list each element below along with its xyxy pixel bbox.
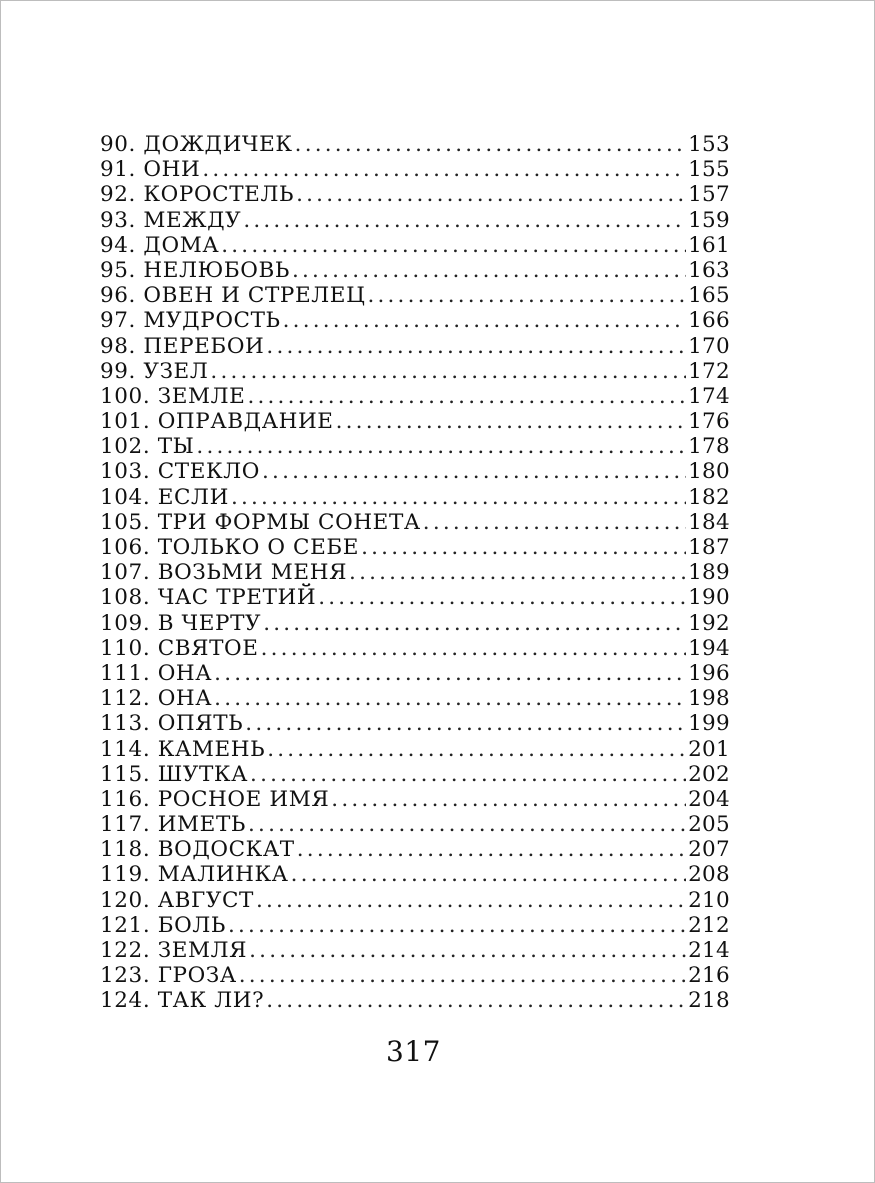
toc-entry-page: 210 — [688, 887, 730, 913]
toc-entry-page: 194 — [688, 635, 730, 661]
toc-entry-title: 115. ШУТКА — [100, 761, 249, 787]
toc-entry-page: 182 — [688, 484, 730, 510]
toc-entry — [100, 535, 730, 560]
toc-entry-title: 120. АВГУСТ — [100, 887, 254, 913]
dot-leader — [248, 812, 686, 837]
toc-entry — [100, 963, 730, 988]
toc-entry — [100, 787, 730, 812]
toc-entry-title: 116. РОСНОЕ ИМЯ — [100, 786, 330, 812]
toc-entry — [100, 711, 730, 736]
toc-entry-page: 201 — [688, 736, 730, 762]
dot-leader — [245, 711, 686, 736]
dot-leader — [249, 938, 686, 963]
dot-leader — [318, 585, 686, 610]
toc-entry — [100, 258, 730, 283]
toc-entry — [100, 459, 730, 484]
toc-entry-title: 111. ОНА — [100, 660, 213, 686]
dot-leader — [361, 535, 686, 560]
toc-entry-title: 90. ДОЖДИЧЕК — [100, 132, 293, 157]
toc-entry-page: 218 — [688, 988, 730, 1014]
toc-entry-title: 102. ТЫ — [100, 434, 195, 460]
toc-entry — [100, 611, 730, 636]
toc-entry-page: 212 — [688, 912, 730, 938]
toc-entry-title: 113. ОПЯТЬ — [100, 711, 244, 737]
toc-entry-title: 99. УЗЕЛ — [100, 358, 209, 384]
toc-entry — [100, 661, 730, 686]
toc-entry — [100, 938, 730, 963]
toc-entry — [100, 737, 730, 762]
toc-entry — [100, 485, 730, 510]
dot-leader — [296, 182, 686, 207]
toc-entry-title: 114. КАМЕНЬ — [100, 736, 266, 762]
toc-entry-title: 97. МУДРОСТЬ — [100, 308, 281, 334]
dot-leader — [228, 913, 686, 938]
toc-entry-page: 190 — [688, 585, 730, 611]
dot-leader — [283, 308, 686, 333]
toc-entry-page: 166 — [688, 308, 730, 334]
toc-entry — [100, 837, 730, 862]
toc-entry — [100, 157, 730, 182]
toc-entry-title: 121. БОЛЬ — [100, 912, 226, 938]
toc-entry-title: 104. ЕСЛИ — [100, 484, 229, 510]
dot-leader — [262, 459, 686, 484]
toc-entry-title: 124. ТАК ЛИ? — [100, 988, 265, 1014]
toc-entry-page: 208 — [688, 862, 730, 888]
toc-entry-page: 207 — [688, 837, 730, 863]
toc-entry-page: 180 — [688, 459, 730, 485]
toc-entry — [100, 812, 730, 837]
toc-entry — [100, 434, 730, 459]
dot-leader — [263, 611, 686, 636]
dot-leader — [250, 762, 686, 787]
toc-entry-title: 110. СВЯТОЕ — [100, 635, 259, 661]
toc-entry — [100, 686, 730, 711]
toc-entry-title: 107. ВОЗЬМИ МЕНЯ — [100, 560, 348, 586]
toc-entry — [100, 888, 730, 913]
dot-leader — [295, 132, 686, 157]
toc-entry-title: 118. ВОДОСКАТ — [100, 837, 295, 863]
toc-entry-page: 176 — [688, 409, 730, 435]
page-number: 317 — [386, 1035, 441, 1068]
toc-entry-title: 108. ЧАС ТРЕТИЙ — [100, 585, 317, 611]
toc-entry-title: 96. ОВЕН И СТРЕЛЕЦ — [100, 283, 366, 309]
toc-entry — [100, 988, 730, 1013]
dot-leader — [336, 409, 686, 434]
dot-leader — [292, 258, 686, 283]
toc-entry — [100, 132, 730, 157]
toc-entry-title: 105. ТРИ ФОРМЫ СОНЕТА — [100, 509, 421, 535]
dot-leader — [256, 888, 686, 913]
toc-entry — [100, 913, 730, 938]
toc-entry — [100, 334, 730, 359]
toc-entry-title: 106. ТОЛЬКО О СЕБЕ — [100, 535, 360, 560]
dot-leader — [239, 963, 686, 988]
toc-entry-page: 204 — [688, 786, 730, 812]
toc-entry-title: 92. КОРОСТЕЛЬ — [100, 182, 295, 208]
toc-entry-title: 91. ОНИ — [100, 157, 201, 183]
toc-entry — [100, 560, 730, 585]
toc-entry-title: 101. ОПРАВДАНИЕ — [100, 409, 334, 435]
dot-leader — [210, 359, 686, 384]
toc-entry — [100, 862, 730, 887]
toc-entry — [100, 636, 730, 661]
toc-entry-page: 202 — [688, 761, 730, 787]
toc-entry — [100, 283, 730, 308]
dot-leader — [331, 787, 686, 812]
toc-entry — [100, 384, 730, 409]
toc-entry — [100, 308, 730, 333]
toc-entry-page: 170 — [688, 333, 730, 359]
toc-entry-title: 93. МЕЖДУ — [100, 207, 242, 233]
dot-leader — [261, 636, 686, 661]
dot-leader — [266, 334, 686, 359]
toc-entry-page: 187 — [688, 535, 730, 560]
toc-entry-page: 174 — [688, 383, 730, 409]
toc-entry-page: 159 — [688, 207, 730, 233]
dot-leader — [231, 485, 686, 510]
table-of-contents — [100, 132, 730, 1014]
dot-leader — [247, 384, 686, 409]
dot-leader — [196, 434, 686, 459]
toc-entry — [100, 208, 730, 233]
toc-entry — [100, 585, 730, 610]
toc-entry-page: 199 — [688, 711, 730, 737]
toc-entry-page: 163 — [688, 257, 730, 283]
dot-leader — [423, 510, 686, 535]
dot-leader — [221, 233, 686, 258]
toc-entry-title: 122. ЗЕМЛЯ — [100, 938, 248, 963]
toc-entry — [100, 762, 730, 787]
toc-entry-page: 216 — [688, 963, 730, 989]
toc-entry-page: 153 — [688, 132, 730, 157]
dot-leader — [266, 988, 686, 1013]
toc-entry-page: 172 — [688, 358, 730, 384]
toc-entry-page: 192 — [688, 610, 730, 636]
toc-entry-page: 161 — [688, 232, 730, 258]
toc-entry-page: 178 — [688, 434, 730, 460]
toc-entry-title: 98. ПЕРЕБОИ — [100, 333, 265, 359]
dot-leader — [349, 560, 686, 585]
toc-entry — [100, 510, 730, 535]
toc-entry-page: 184 — [688, 509, 730, 535]
dot-leader — [243, 208, 686, 233]
dot-leader — [291, 862, 686, 887]
toc-entry-title: 112. ОНА — [100, 686, 213, 712]
toc-entry — [100, 409, 730, 434]
toc-entry-page: 205 — [688, 812, 730, 838]
dot-leader — [367, 283, 686, 308]
toc-entry-title: 100. ЗЕМЛЕ — [100, 383, 246, 409]
toc-entry-title: 95. НЕЛЮБОВЬ — [100, 257, 290, 283]
toc-entry-title: 117. ИМЕТЬ — [100, 812, 246, 838]
toc-entry-page: 198 — [688, 686, 730, 712]
dot-leader — [297, 837, 686, 862]
toc-entry-page: 155 — [688, 157, 730, 183]
toc-entry-page: 214 — [688, 938, 730, 963]
toc-entry — [100, 182, 730, 207]
toc-entry — [100, 233, 730, 258]
toc-entry-page: 165 — [688, 283, 730, 309]
toc-entry-title: 123. ГРОЗА — [100, 963, 237, 989]
dot-leader — [267, 737, 686, 762]
dot-leader — [214, 661, 686, 686]
dot-leader — [202, 157, 686, 182]
toc-entry-page: 196 — [688, 660, 730, 686]
dot-leader — [214, 686, 686, 711]
toc-entry-page: 189 — [688, 560, 730, 586]
toc-entry — [100, 359, 730, 384]
toc-entry-title: 103. СТЕКЛО — [100, 459, 260, 485]
toc-entry-page: 157 — [688, 182, 730, 208]
toc-entry-title: 119. МАЛИНКА — [100, 862, 289, 888]
toc-entry-title: 94. ДОМА — [100, 232, 220, 258]
toc-entry-title: 109. В ЧЕРТУ — [100, 610, 262, 636]
